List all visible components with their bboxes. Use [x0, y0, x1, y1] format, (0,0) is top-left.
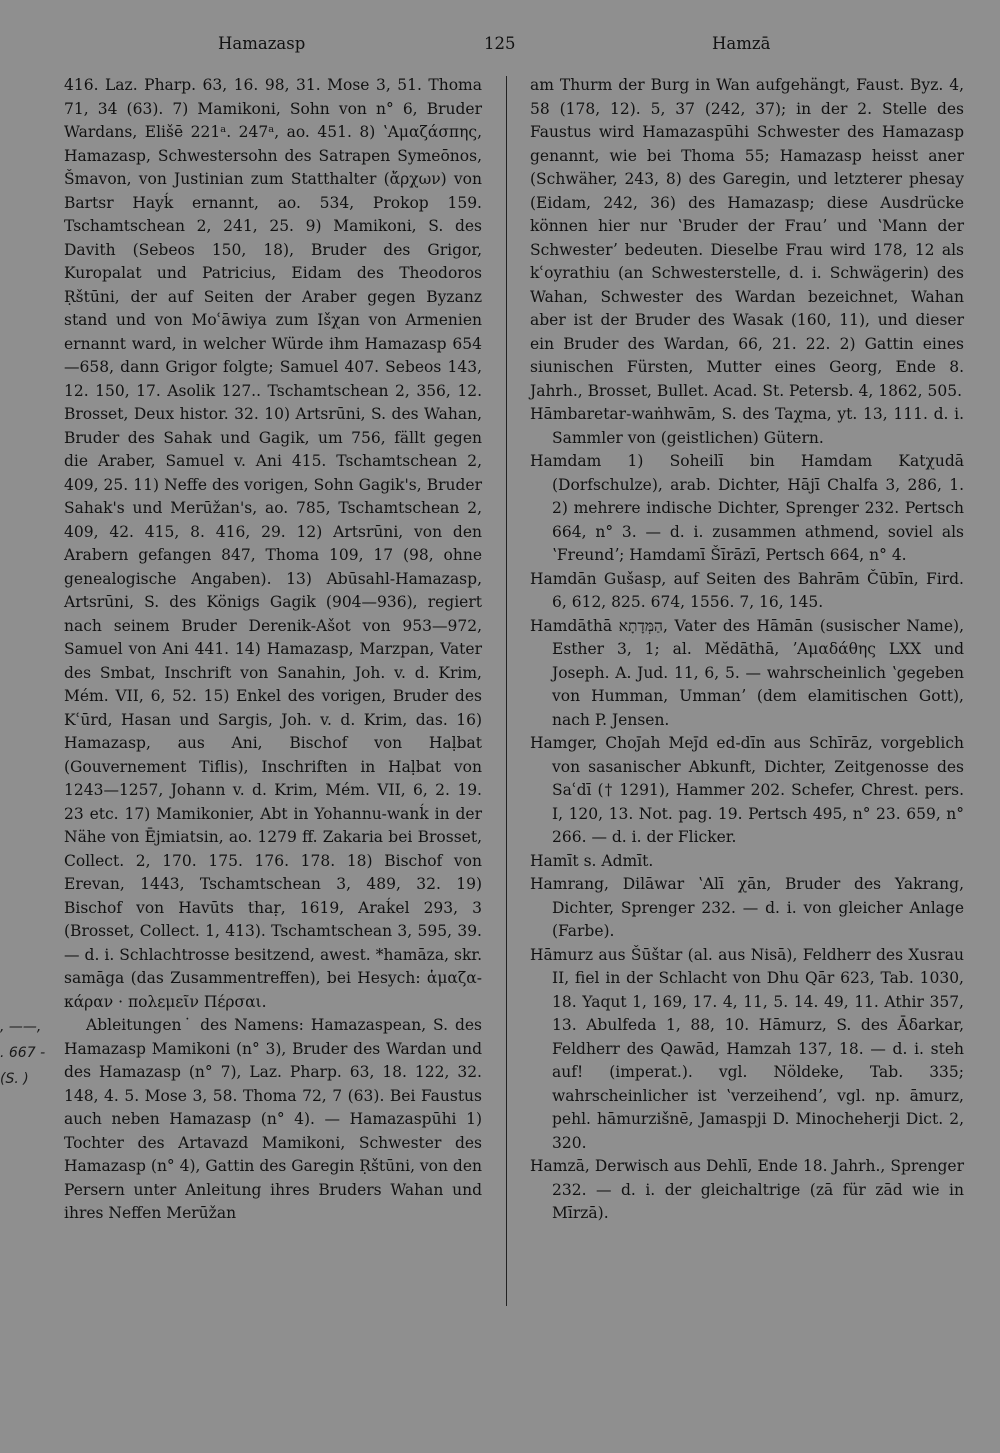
entry-paragraph: 416. Laz. Pharp. 63, 16. 98, 31. Mose 3, 51. Thoma 71, 34 (63). 7) Mamikoni, Sohn von n° 6, Bruder Wardans, Elišē 221ᵃ. 247ᵃ, ao. 451. 8) ʽΑμαζάσπης, Hamazasp, Schwestersohn des Satrapen Symeōnos, Šmavon, von Justinian zum Statthalter (ἄρχων) von Bartsr Hayḱ ernannt, ao. 534, Prokop 159. Tschamtschean 2, 241, 25. 9) Mamikoni, S. des Davith (Sebeos 150, 18), Bruder des Grigor, Kuropalat und Patricius, Eidam des Theodoros Ṛštūni, der auf Seiten der Araber gegen Byzanz stand und von Moʿāwiya zum Išχan von Armenien ernannt ward, in welcher Würde ihm Hamazasp 654—658, dann Grigor folgte; Samuel 407. Sebeos 143, 12. 150, 17. Asolik 127.. Tschamtschean 2, 356, 12. Brosset, Deux histor. 32. 10) Artsrūni, S. des Wahan, Bruder des Sahak und Gagik, um 756, fällt gegen die Araber, Samuel v. Ani 415. Tschamtschean 2, 409, 25. 11) Neffe des vorigen, Sohn Gagik's, Bruder Sahak's und Merūžan's, ao. 785, Tschamtschean 2, 409, 42. 415, 8. 416, 29. 12) Artsrūni, von den Arabern gefangen 847, Thoma 109, 17 (98, ohne genealogische Angaben). 13) Abūsahl-Hamazasp, Artsrūni, S. des Königs Gagik (904—936), regiert nach seinem Bruder Derenik-Ašot von 953—972, Samuel von Ani 441. 14) Hamazasp, Marzpan, Vater des Smbat, Inschrift von Sanahin, Joh. v. d. Krim, Mém. VII, 6, 52. 15) Enkel des vorigen, Bruder des Kʿūrd, Hasan und Sargis, Joh. v. d. Krim, das. 16) Hamazasp, aus Ani, Bischof von Haḷbat (Gouvernement Tiflis), Inschriften in Haḷbat von 1243—1257, Johann v. d. Krim, Mém. VII, 6, 2. 19. 23 etc. 17) Mamikonier, Abt in Yohannu-wanḱ in der Nähe von Ējmiatsin, ao. 1279 ff. Zakaria bei Brosset, Collect. 2, 170. 175. 176. 178. 18) Bischof von Erevan, 1443, Tschamtschean 3, 489, 32. 19) Bischof von Havūts thaṛ, 1619, Araḱel 293, 3 (Brosset, Collect. 1, 413). Tschamtschean 3, 595, 39. — d. i. Schlachtrosse besitzend, awest. *hamāza, skr. samāga (das Zusammentreffen), bei Hesych: ἁμαζα-κάραν · πολεμεῖν Πέρσαι. — [64, 76, 482, 1011]
dictionary-entry: Hāmbaretar-waṅhwām, S. des Taχma, yt. 13, 111. d. i. Sammler von (geistlichen) Gütern. — [530, 405, 964, 447]
dictionary-entry: Hamdān Gušasp, auf Seiten des Bahrām Čūbīn, Fird. 6, 612, 825. 674, 1556. 7, 16, 145. — [530, 569, 964, 611]
header-right-keyword: Hamzā — [712, 34, 771, 53]
margin-note: . 667 - — [0, 1045, 46, 1061]
dictionary-entry: Hamdam 1) Soheilī bin Hamdam Katχudā (Dorfschulze), arab. Dichter, Hājī Chalfa 3, 286, 1. 2) mehrere indische Dichter, Sprenger 232. Pertsch 664, n° 3. — d. i. zusammen athmend, soviel als ʽFreundʼ; Hamdamī Šīrāzī, Pertsch 664, n° 4. — [530, 452, 964, 564]
header-left-keyword: Hamazasp — [218, 34, 306, 53]
dictionary-entry: Hamrang, Dilāwar ʽAlī χān, Bruder des Yakrang, Dichter, Sprenger 232. — d. i. von gleicher Anlage (Farbe). — [530, 875, 964, 940]
dictionary-entry: Hāmurz aus Šūštar (al. aus Nisā), Feldherr des Xusrau II, fiel in der Schlacht von Dhu Qār 623, Tab. 1030, 18. Yaqut 1, 169, 17. 4, 11, 5. 14. 49, 11. Athir 357, 13. Abulfeda 1, 88, 10. Hāmurz, S. des Āδarkar, Feldherr des Qawād, Hamzah 137, 18. — d. i. steh auf! (imperat.). vgl. Nöldeke, Tab. 335; wahrscheinlicher ist ʽverzeihendʼ, vgl. np. āmurz, pehl. hāmurzišnē, Jamaspji D. Minocheherji Dict. 2, 320. — [530, 945, 964, 1152]
margin-note: (S. ) — [0, 1071, 29, 1087]
margin-note: ‚ ——, — [0, 1019, 42, 1035]
dictionary-entry: Hamdāthā הַמְּדָתָא, Vater des Hāmān (susischer Name), Esther 3, 1; al. Mĕdāthā, ʼΑμαδάθης LXX und Joseph. A. Jud. 11, 6, 5. — wahrscheinlich ʽgegeben von Humman, Ummanʼ (dem elamitischen Gott), nach P. Jensen. — [530, 616, 965, 729]
running-header — [0, 34, 1000, 60]
column-divider — [506, 76, 507, 1306]
handwritten-margin-notes — [0, 1014, 60, 1092]
left-column — [64, 74, 482, 1226]
right-column — [530, 74, 964, 1226]
dictionary-entry: Hamzā, Derwisch aus Dehlī, Ende 18. Jahrh., Sprenger 232. — d. i. der gleichaltrige (zā für zād wie in Mīrzā). — [530, 1157, 964, 1222]
entry-continuation: am Thurm der Burg in Wan aufgehängt, Faust. Byz. 4, 58 (178, 12). 5, 37 (242, 37); in der 2. Stelle des Faustus wird Hamazaspūhi Schwester des Hamazasp genannt, wie bei Thoma 55; Hamazasp heisst aner (Schwäher, 243, 8) des Garegin, und letzterer phesay (Eidam, 242, 36) des Hamazasp; diese Ausdrücke können hier nur ʽBruder der Frauʼ und ʽMann der Schwesterʼ bedeuten. Dieselbe Frau wird 178, 12 als kʿoyrathiu (an Schwesterstelle, d. i. Schwägerin) des Wahan, Schwester des Wardan bezeichnet, Wahan aber ist der Bruder des Wasak (160, 11), und dieser ein Bruder des Wardan, 66, 21. 22. 2) Gattin eines siunischen Fürsten, Mutter eines Georg, Ende 8. Jahrh., Brosset, Bullet. Acad. St. Petersb. 4, 1862, 505. — [530, 76, 964, 400]
dictionary-entry: Hamīt s. Admīt. — [530, 851, 654, 870]
page-number: 125 — [484, 34, 516, 53]
entry-paragraph: Ableitungen˙ des Namens: Hamazaspean, S. des Hamazasp Mamikoni (n° 3), Bruder des Wardan und des Hamazasp (n° 7), Laz. Pharp. 63, 18. 122, 32. 148, 4. 5. Mose 3, 58. Thoma 72, 7 (63). Bei Faustus auch neben Hamazasp (n° 4). — Hamazaspūhi 1) Tochter des Artavazd Mamikoni, Schwester des Hamazasp (n° 4), Gattin des Garegin Ṛštūni, von den Persern unter Anleitung ihres Bruders Wahan und ihres Neffen Merūžan — [64, 1016, 483, 1222]
dictionary-entry: Hamger, Choj̄ah Mej̄d ed-dīn aus Schīrāz, vorgeblich von sasanischer Abkunft, Dichter, Zeitgenosse des Saʿdī († 1291), Hammer 202. Schefer, Chrest. pers. I, 120, 13. Not. pag. 19. Pertsch 495, n° 23. 659, n° 266. — d. i. der Flicker. — [530, 734, 964, 846]
